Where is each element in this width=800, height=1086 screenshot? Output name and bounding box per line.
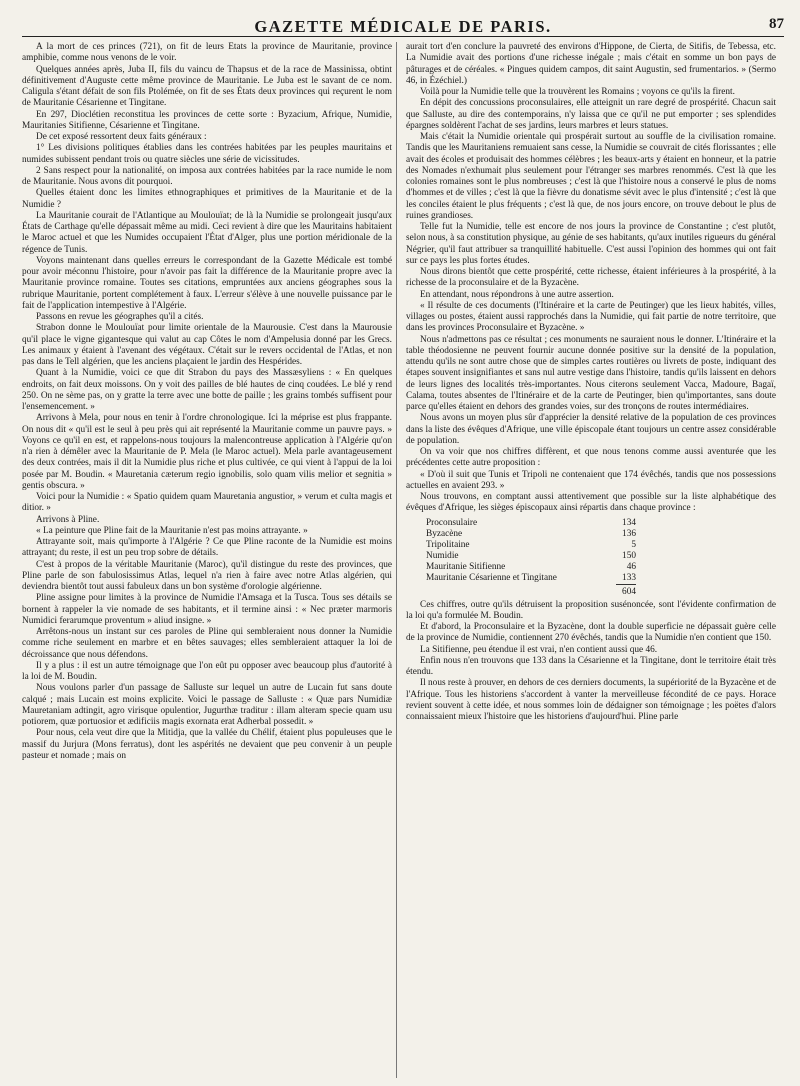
left-column xyxy=(22,42,392,1078)
paragraph: Quant à la Numidie, voici ce que dit Strabon du pays des Massæsyliens : « En quelques endroits, on fait deux moissons. On y voit des pailles de blé hautes de cinq coudées. Le blé y rend 250. On ne sème pas, on y gratte la terre avec une botte de paille ; les grains tombés suffisent pour l'ensemencement. » xyxy=(22,368,392,412)
paragraph: On va voir que nos chiffres diffèrent, et que nous tenons comme aussi aventurée que les précédentes cette autre proposition : xyxy=(406,447,776,469)
paragraph: Nous voulons parler d'un passage de Salluste sur lequel un autre de Lucain fut sans doute calqué ; mais Lucain est moins explicite. Voici le passage de Salluste : « Quæ pars Numidiæ Mauretaniam adtingit, agro virisque opulentior, Jugurthæ traditur : illam alteram specie quam usu potiorem, quæ portuosior et ædificiis magis exornata erat Adherbal possedit. » xyxy=(22,683,392,727)
paragraph: « La peinture que Pline fait de la Mauritanie n'est pas moins attrayante. » xyxy=(36,525,308,536)
paragraph: De cet exposé ressortent deux faits généraux : xyxy=(36,132,207,142)
paragraph: La Sitifienne, peu étendue il est vrai, n'en contient aussi que 46. xyxy=(420,644,658,655)
paragraph: Attrayante soit, mais qu'importe à l'Algérie ? Ce que Pline raconte de la Numidie est moins attrayant; du reste, il est un peu trop sobre de détails. xyxy=(22,537,392,559)
paragraph: Telle fut la Numidie, telle est encore de nos jours la province de Constantine ; c'est plutôt, selon nous, à sa constitution physique, au génie de ses habitants, qu'aux inutiles rigueurs du général Négrier, qu'il faut attribuer sa tranquillité habituelle. C'est aussi l'opinion des hommes qui ont fait sur ce pays les plus fortes études. xyxy=(406,222,776,266)
right-column xyxy=(406,42,776,1078)
province-name: Proconsulaire xyxy=(426,517,478,528)
bishopric-count: 5 xyxy=(631,539,636,550)
total-spacer xyxy=(426,584,616,598)
paragraph: Quelques années après, Juba II, fils du vaincu de Thapsus et de la race de Massinissa, obtint définitivement d'Auguste cette même province de Mauritanie. Le Juba est le savant de ce nom. Caligula s'étant défait de son fils Ptolémée, on fit de ses États deux provinces qui reçurent le nom de Mauritanie Césarienne et Tingitane. xyxy=(22,64,392,109)
bishopric-count: 46 xyxy=(626,561,636,572)
table-row xyxy=(426,529,636,540)
paragraph: Passons en revue les géographes qu'il a cités. xyxy=(36,312,204,322)
running-header xyxy=(22,14,784,37)
paragraph: Voyons maintenant dans quelles erreurs le correspondant de la Gazette Médicale est tombé pour avoir méconnu l'histoire, pour n'avoir pas fait la différence de la Mauritanie propre avec la Mauritanie province romaine. Toutes ses citations, empruntées aux anciens géographes sous la rubrique Mauritanie, portent complétement à faux. L'erreur s'élève à une nouvelle puissance par le fait de l'application intempestive à l'Algérie. xyxy=(22,255,392,311)
bishopric-count: 136 xyxy=(622,528,636,539)
table-row xyxy=(426,562,636,573)
paragraph: Quelles étaient donc les limites ethnographiques et primitives de la Mauritanie et de la Numidie ? xyxy=(22,188,392,210)
paragraph: « Il résulte de ces documents (l'Itinéraire et la carte de Peutinger) que les lieux habités, villes, villages ou postes, étaient aussi rapprochés dans la Numidie, qui fait partie de notre territoire, que dans les provinces Proconsulaire et Byzacène. » xyxy=(406,300,776,334)
paragraph: aurait tort d'en conclure la pauvreté des environs d'Hippone, de Cierta, de Sitifis, de Tebessa, etc. La Numidie avait des portions d'une richesse inégale ; mais c'était en somme un bon pays de pâturages et de céréales. « Pingues quidem campos, dit saint Augustin, sed frumentarios. » (Sermo 46, in Ézéchiel.) xyxy=(406,42,776,86)
paragraph: Ces chiffres, outre qu'ils détruisent la proposition susénoncée, sont l'évidente confirmation de la loi qu'a formulée M. Boudin. xyxy=(406,599,776,621)
bishopric-count: 133 xyxy=(622,572,636,583)
paragraph: Mais c'était la Numidie orientale qui prospérait surtout au souffle de la civilisation romaine. Tandis que les Mauritaniens remuaient sans cesse, la Numidie se couvrait de cités florissantes ; elle avait des écoles et produisait des hommes célèbres ; les beaux-arts y étaient en honneur, et la patrie des Nomades n'exhumait plus seulement pour l'étranger ses marbres renommés. C'est là que les colonies romaines sont le plus nombreuses ; c'est là que l'histoire nous a conservé le plus de noms d'hommes et de villes ; c'est là que la fièvre du donatisme sévit avec le plus d'intensité ; c'est là que les conciles étaient le plus fréquents ; c'est là que, de nos jours encore, on trouve debout le plus de ruines grandioses. xyxy=(406,132,776,221)
province-name: Tripolitaine xyxy=(426,539,470,550)
paragraph: Enfin nous n'en trouvons que 133 dans la Césarienne et la Tingitane, dont le territoire était très étendu. xyxy=(406,655,776,677)
paragraph: Il nous reste à prouver, en dehors de ces derniers documents, la supériorité de la Byzacène et de l'Afrique. Tous les historiens s'accordent à vanter la merveilleuse fécondité de ce pays. Horace revient souvent à cette idée, et nous sommes loin de dédaigner son témoignage ; les poëtes d'alors connaissaient mieux l'histoire que les historiens d'aujourd'hui. Pline parle xyxy=(406,678,776,722)
paragraph: Arrêtons-nous un instant sur ces paroles de Pline qui sembleraient nous donner la Numidie comme riche seulement en marbre et en bêtes sauvages; elles sembleraient attaquer la loi de décroissance que nous défendons. xyxy=(22,627,392,660)
paragraph: Nous trouvons, en comptant aussi attentivement que possible sur la liste alphabétique des évêques d'Afrique, les sièges épiscopaux ainsi répartis dans chaque province : xyxy=(406,492,776,514)
table-row xyxy=(426,518,636,529)
paragraph: Pour nous, cela veut dire que la Mitidja, que la vallée du Chélif, étaient plus populeuses que le massif du Jurjura (Mons ferratus), dont les aspérités ne devaient que peu convenir à un peuple pasteur et nomade ; mais on xyxy=(22,728,392,761)
bishopric-count: 150 xyxy=(622,550,636,561)
paragraph: Voilà pour la Numidie telle que la trouvèrent les Romains ; voyons ce qu'ils la firent. xyxy=(420,87,735,97)
paragraph: Strabon donne le Moulouïat pour limite orientale de la Maurousie. C'est dans la Maurousie qu'il place le vigne gigantesque qui valut au cap Côtes le nom d'Ampelusia donné par les Grecs. Les animaux y étaient à l'avenant des végétaux. C'était sur le revers occidental de l'Atlas, et non pas dans le Tell algérien, que les anciens plaçaient le jardin des Hespérides. xyxy=(22,323,392,367)
paragraph: A la mort de ces princes (721), on fit de leurs États la province de Mauritanie, province amphibie, comme nous venons de le voir. xyxy=(22,42,392,64)
province-name: Numidie xyxy=(426,550,459,561)
column-divider xyxy=(396,42,397,1078)
table-row xyxy=(426,551,636,562)
paragraph: Arrivons à Mela, pour nous en tenir à l'ordre chronologique. Ici la méprise est plus frappante. On nous dit « qu'il est le seul à peu près qui ait représenté la Mauritanie comme un pauvre pays. » Voyons ce qu'il en est, et rappelons-nous toujours la malencontreuse application à l'Algérie qu'on n'a rien à démêler avec la Mauritanie de P. Mela (le Maroc actuel). Mela parle avantageusement des deux contrées, mais il dit la Numidie plus riche et plus cultivée, ce qui vient à l'appui de la loi posée par M. Boudin. « Mauretania cæterum regio ignobilis, solo quam vilis melior et segnitia » gentis obscura. » xyxy=(22,413,392,491)
paragraph: En dépit des concussions proconsulaires, elle atteignit un rare degré de prospérité. Chacun sait que Salluste, au dire des contemporains, n'y laissa que ce qu'il ne put emporter ; ses splendides épargnes soldèrent l'achat de ses jardins, leurs marbres et leurs statues. xyxy=(406,98,776,131)
province-name: Mauritanie Sitifienne xyxy=(426,561,506,572)
paragraph: En 297, Dioclétien reconstitua les provinces de cette sorte : Byzacium, Afrique, Numidie, Mauritanies Sitifienne, Césarienne et Tingitane. xyxy=(22,109,392,131)
paragraph: « D'où il suit que Tunis et Tripoli ne contenaient que 174 évêchés, tandis que nos possessions actuelles en avaient 293. » xyxy=(406,469,776,491)
paragraph: En attendant, nous répondrons à une autre assertion. xyxy=(420,289,614,300)
paragraph: Voici pour la Numidie : « Spatio quidem quam Mauretania angustior, » verum et culta magis et ditior. » xyxy=(22,492,392,514)
journal-title: GAZETTE MÉDICALE DE PARIS. xyxy=(254,17,552,36)
paragraph: Arrivons à Pline. xyxy=(36,514,100,525)
bishoprics-table xyxy=(426,518,636,598)
bishopric-total: 604 xyxy=(616,584,636,598)
paragraph: Nous avons un moyen plus sûr d'apprécier la densité relative de la population de ces provinces dans la liste des évêques d'Afrique, une ville épiscopale étant toujours un centre assez considérable de population. xyxy=(406,413,776,446)
paragraph: Nous dirons bientôt que cette prospérité, cette richesse, étaient inférieures à la prospérité, à la richesse de la proconsulaire et de la Byzacène. xyxy=(406,267,776,289)
paragraph: Il y a plus : il est un autre témoignage que l'on eût pu opposer avec beaucoup plus d'autorité à la loi de M. Boudin. xyxy=(22,660,392,682)
paragraph: Pline assigne pour limites à la province de Numidie l'Amsaga et la Tusca. Tous ses détails se bornent à rappeler la vie nomade de ses habitants, et il termine ainsi : « Nec præter marmoris Numidici ferarumque proventum » aliud insigne. » xyxy=(22,593,392,626)
paragraph: 1° Les divisions politiques établies dans les contrées habitées par les peuples mauritains et numides subissent pendant trois ou quatre siècles une série de vicissitudes. xyxy=(22,143,392,165)
paragraph: 2 Sans respect pour la nationalité, on imposa aux contrées habitées par la race numide le nom de Mauritanie. Nous avons dit pourquoi. xyxy=(22,165,392,187)
province-name: Mauritanie Césarienne et Tingitane xyxy=(426,572,557,583)
table-total-row xyxy=(426,584,636,598)
province-name: Byzacène xyxy=(426,528,463,539)
table-row xyxy=(426,540,636,551)
paragraph: Et d'abord, la Proconsulaire et la Byzacène, dont la double superficie ne dépassait guère celle de la province de Numidie, contiennent 270 évêchés, tandis que la Numidie n'en contient que 150. xyxy=(406,622,776,644)
page-number: 87 xyxy=(769,16,784,32)
table-row xyxy=(426,573,636,585)
paragraph: La Mauritanie courait de l'Atlantique au Moulouïat; de là la Numidie se prolongeait jusqu'aux États de Carthage qu'elle dépassait même au midi. Ceci revient à dire que les Mauritains habitaient le Maroc actuel et que les Numides occupaient l'État d'Alger, plus une portion méridionale de la régence de Tunis. xyxy=(22,210,392,255)
bishopric-count: 134 xyxy=(622,517,636,528)
paragraph: C'est à propos de la véritable Mauritanie (Maroc), qu'il distingue du reste des provinces, que Pline parle de son fabulosissimus Atlas, lequel n'a rien à faire avec notre Atlas algérien, qui deviendra bientôt tout aussi fabuleux dans un bon système d'orologie algérienne. xyxy=(22,559,392,592)
paragraph: Nous n'admettons pas ce résultat ; ces monuments ne sauraient nous le donner. L'Itinéraire et la table théodosienne ne peuvent fournir aucune donnée positive sur la densité de la population, attendu qu'ils ne sont autre chose que de simples cartes routières ou livrets de poste, indiquant des étapes souvent insignifiantes et sans nul autre vestige dans l'histoire, tandis qu'ils laissent en dehors de leurs lignes des localités très-importantes. Nous citerons seulement Vacca, Madoure, Bagaï, Calama, toutes absentes de l'Itinéraire et de la carte de Peutinger, bien qu'importantes, sans doute parce qu'elles étaient en dehors des grandes voies, sur des tronçons de routes intermédiaires. xyxy=(406,334,776,412)
